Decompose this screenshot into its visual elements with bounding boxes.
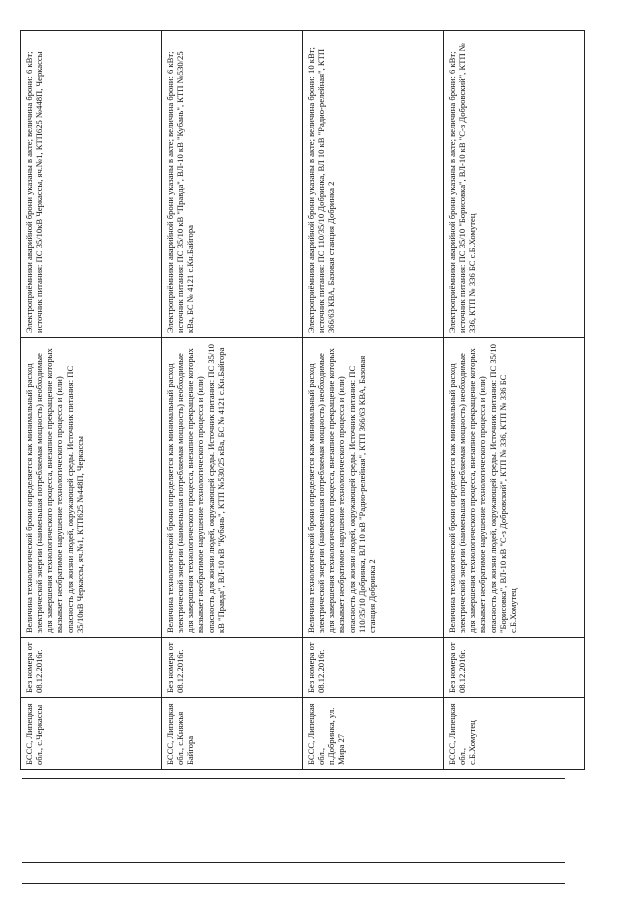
description-cell: Величина технологической брони определяется как минимальный расход электрической энергии (наименьшая потребляемая мощность) необходимые для завершения технологического процесса, внезапное прекращение которых вызывает необратимое нарушение технологического процесса и (или) опасность для жизни людей, окружающей среды. Источник питания: ПС 35/10 "Борисовка", ВЛ-10 кВ "С-з Добровский", КТП № 336, КТП № 336 БС с.Б.Хомутец	[444, 338, 585, 638]
document-cell: Без номера от 08.12.2016г.	[162, 638, 303, 698]
reserve-power-cell: Электроприёмники аварийной брони указаны в акте; величина брони: 6 кВт; источник питания: ПС 35/10 "Борисовка", ВЛ-10 кВ "С-з Добровский", КТП № 336, КТП № 336 БС с.Б.Хомутец	[444, 31, 585, 338]
reserve-power-cell: Электроприёмники аварийной брони указаны в акте; величина брони: 6 кВт; источник питания: ПС 35/10кВ Черкассы, яч.№1, КТП625 №448П, Черкассы	[21, 31, 162, 338]
tech-reserve-table	[20, 30, 585, 770]
table-row	[444, 31, 585, 770]
location-cell: БССС, Липецкая обл., с.Княжья Байгора	[162, 698, 303, 770]
description-cell: Величина технологической брони определяется как минимальный расход электрической энергии (наименьшая потребляемая мощность) необходимые для завершения технологического процесса, внезапное прекращение которых вызывает необратимое нарушение технологического процесса и (или) опасность для жизни людей, окружающей среды. Источник питания: ПС 35/10 кВ "Правда", ВЛ-10 кВ "Кубань", КТП №530/25 кВа, БС № 4121 с.Кн.Байгора	[162, 338, 303, 638]
table-row	[303, 31, 444, 770]
location-cell: БССС, Липецкая обл., с.Б.Хомутец	[444, 698, 585, 770]
separator-line	[22, 883, 565, 884]
table-row	[21, 31, 162, 770]
table-row	[162, 31, 303, 770]
document-cell: Без номера от 08.12.2016г.	[303, 638, 444, 698]
description-cell: Величина технологической брони определяется как минимальный расход электрической энергии (наименьшая потребляемая мощность) необходимые для завершения технологического процесса, внезапное прекращение которых вызывает необратимое нарушение технологического процесса и (или) опасность для жизни людей, окружающей среды. Источник питания: ПС 35/10кВ Черкассы, яч.№1, КТП625 №448П, Черкассы	[21, 338, 162, 638]
location-cell: БССС, Липецкая обл., с.Черкассы	[21, 698, 162, 770]
rotated-table-wrapper	[20, 30, 563, 770]
location-cell: БССС, Липецкая обл., п.Добринка, ул. Мира 27	[303, 698, 444, 770]
document-cell: Без номера от 08.12.2016г.	[21, 638, 162, 698]
description-cell: Величина технологической брони определяется как минимальный расход электрической энергии (наименьшая потребляемая мощность) необходимые для завершения технологического процесса, внезапное прекращение которых вызывает необратимое нарушение технологического процесса и (или) опасность для жизни людей, окружающей среды. Источник питания: ПС 110/35/10 Добринка, ВЛ 10 кВ "Радио-релейная", КТП 366/63 КВА, Базовая станция Добринка 2	[303, 338, 444, 638]
reserve-power-cell: Электроприёмники аварийной брони указаны в акте; величина брони: 10 кВт; источник питания: ПС 110/35/10 Добринка, ВЛ 10 кВ "Радио-релейная", КТП 366/63 КВА, Базовая станция Добринка 2	[303, 31, 444, 338]
document-cell: Без номера от 08.12.2016г.	[444, 638, 585, 698]
separator-line	[22, 862, 565, 863]
separator-line	[22, 778, 565, 779]
reserve-power-cell: Электроприёмники аварийной брони указаны в акте; величина брони: 6 кВт; источник питания: ПС 35/10 кВ "Правда", ВЛ-10 кВ "Кубань", КТП №530/25 кВа, БС № 4121 с.Кн.Байгора	[162, 31, 303, 338]
